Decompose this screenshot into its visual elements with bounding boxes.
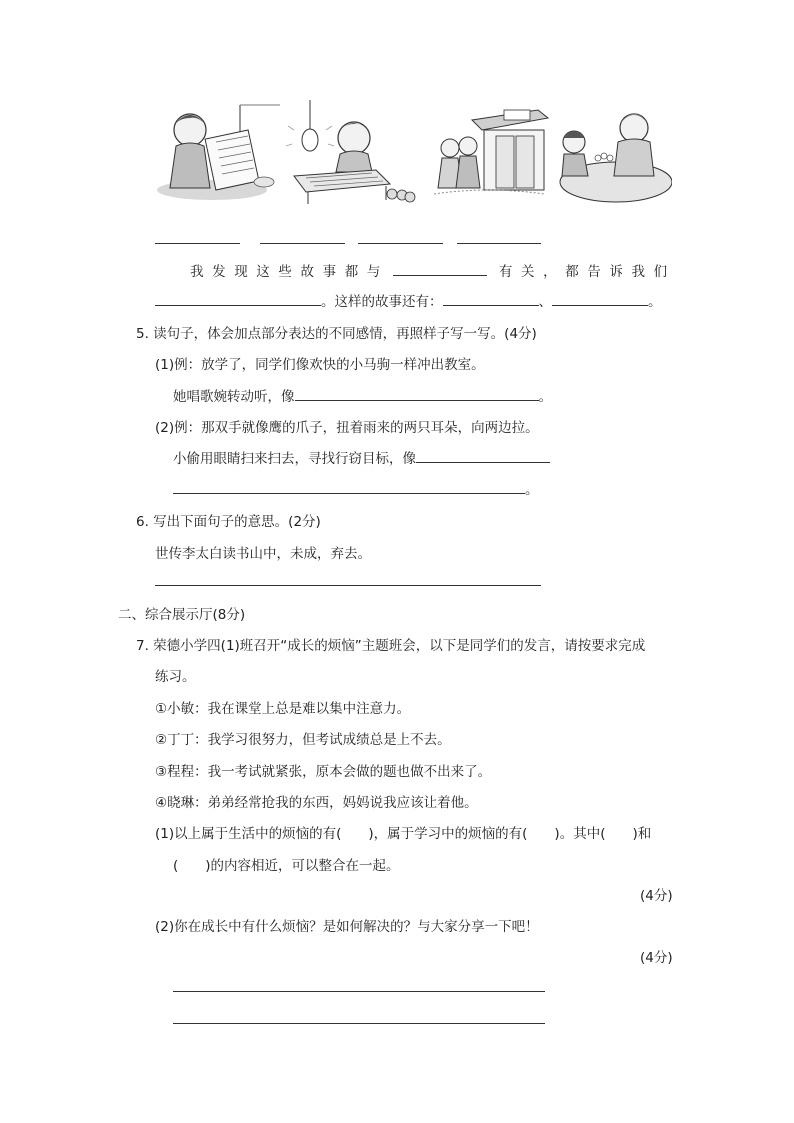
picture-caption-blank-4[interactable] xyxy=(457,243,541,244)
question-7-intro-line2: 练习。 xyxy=(155,669,196,685)
question-5-task-2-line2 xyxy=(173,478,539,498)
question-6-title: 6. 写出下面句子的意思。(2分) xyxy=(136,514,321,530)
task-2-prompt: 小偷用眼睛扫来扫去，寻找行窃目标，像 xyxy=(173,451,416,467)
picture-caption-blank-3[interactable] xyxy=(358,243,443,244)
story-separator: 、 xyxy=(538,294,552,310)
such-stories-label: 。这样的故事还有： xyxy=(321,294,443,310)
task-2-answer-blank-a[interactable] xyxy=(416,447,550,463)
question-7-sub1-score: (4分) xyxy=(640,888,673,904)
found-sentence-line2 xyxy=(155,290,662,310)
found-sentence-line1 xyxy=(190,260,676,280)
story-blank-1[interactable] xyxy=(443,290,539,306)
speech-item-4: ④晓琳：弟弟经常抢我的东西，妈妈说我应该让着他。 xyxy=(155,795,478,811)
question-6-sentence: 世传李太白读书山中，未成，弃去。 xyxy=(155,546,371,562)
speech-item-3: ③程程：我一考试就紧张，原本会做的题也做不出来了。 xyxy=(155,764,492,780)
children-at-mansion-gate-icon xyxy=(428,100,550,210)
illustration-child-under-lamp xyxy=(286,100,416,210)
question-5-task-1 xyxy=(173,385,552,405)
picture-caption-blank-1[interactable] xyxy=(155,243,240,244)
found-prefix: 我发现这些故事都与 xyxy=(190,264,389,280)
illustration-grandmother-child xyxy=(554,100,672,210)
task-2-answer-blank-b[interactable] xyxy=(173,478,525,494)
question-6-answer-line[interactable] xyxy=(155,585,541,586)
illustration-mansion-gate xyxy=(428,100,550,210)
task-2-end: 。 xyxy=(525,482,539,498)
section-2-title: 二、综合展示厅(8分) xyxy=(118,607,246,623)
scholar-reading-scroll-icon xyxy=(152,100,280,210)
picture-caption-blank-2[interactable] xyxy=(260,243,345,244)
grandmother-and-child-icon xyxy=(554,100,672,210)
task-1-answer-blank[interactable] xyxy=(295,385,539,401)
question-5-example-2: (2)例：那双手就像鹰的爪子，扭着雨来的两只耳朵，向两边拉。 xyxy=(155,420,539,436)
speech-item-2: ②丁丁：我学习很努力，但考试成绩总是上不去。 xyxy=(155,732,451,748)
question-7-intro-line1: 7. 荣德小学四(1)班召开“成长的烦恼”主题班会，以下是同学们的发言，请按要求完成 xyxy=(136,638,646,654)
question-7-sub1-line1: (1)以上属于生活中的烦恼的有( )，属于学习中的烦恼的有( )。其中( )和 xyxy=(155,826,652,842)
story-blank-2[interactable] xyxy=(552,290,648,306)
question-5-example-1: (1)例：放学了，同学们像欢快的小马驹一样冲出教室。 xyxy=(155,357,485,373)
child-studying-lamp-icon xyxy=(286,100,416,210)
theme-blank[interactable] xyxy=(393,260,487,276)
line-end-period: 。 xyxy=(648,294,662,310)
question-7-sub1-line2: ( )的内容相近，可以整合在一起。 xyxy=(173,858,400,874)
question-7-sub2-score: (4分) xyxy=(640,950,673,966)
question-7-answer-line-2[interactable] xyxy=(173,1023,545,1024)
task-1-prompt: 她唱歌婉转动听，像 xyxy=(173,389,295,405)
task-1-end: 。 xyxy=(538,389,552,405)
question-5-title: 5. 读句子，体会加点部分表达的不同感情，再照样子写一写。(4分) xyxy=(136,326,537,342)
lesson-blank[interactable] xyxy=(155,290,321,306)
found-mid: 有关，都告诉我们 xyxy=(498,264,676,280)
illustration-scholar-reading xyxy=(152,100,280,210)
question-7-answer-line-1[interactable] xyxy=(173,991,545,992)
question-7-sub2: (2)你在成长中有什么烦恼？是如何解决的？与大家分享一下吧！ xyxy=(155,919,539,935)
speech-item-1: ①小敏：我在课堂上总是难以集中注意力。 xyxy=(155,701,411,717)
question-5-task-2 xyxy=(173,447,550,467)
